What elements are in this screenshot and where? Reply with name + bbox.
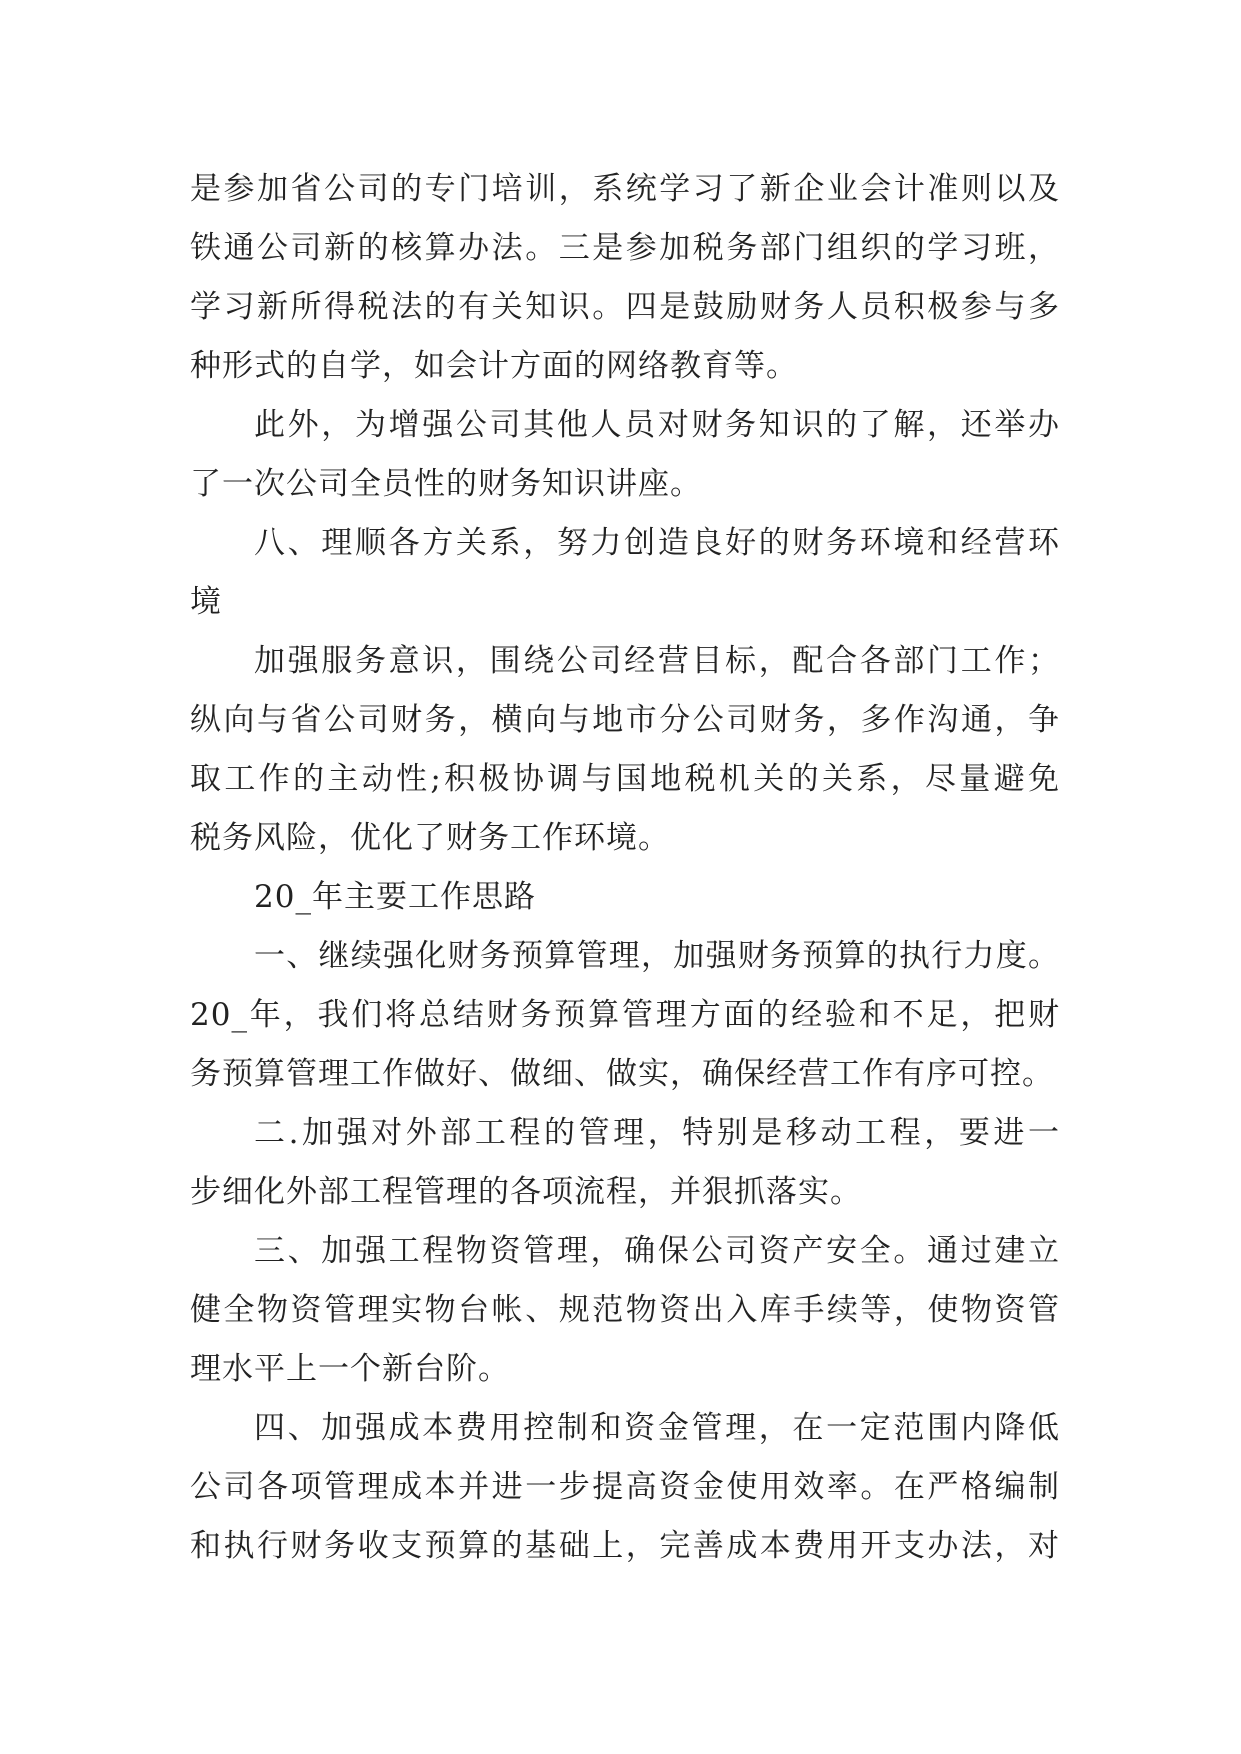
- paragraph-start-line: 此外，为增强公司其他人员对财务知识的了解，还举办: [254, 407, 1060, 443]
- text-line: 是参加省公司的专门培训，系统学习了新企业会计准则以及: [190, 171, 1060, 207]
- text-line: 取工作的主动性;积极协调与国地税机关的关系，尽量避免: [190, 761, 1060, 797]
- text-line: 纵向与省公司财务，横向与地市分公司财务，多作沟通，争: [190, 702, 1060, 738]
- text-line: 公司各项管理成本并进一步提高资金使用效率。在严格编制: [190, 1469, 1060, 1505]
- text-line: 健全物资管理实物台帐、规范物资出入库手续等，使物资管: [190, 1292, 1060, 1328]
- text-line: 步细化外部工程管理的各项流程，并狠抓落实。: [190, 1174, 862, 1210]
- text-line: 务预算管理工作做好、做细、做实，确保经营工作有序可控。: [190, 1056, 1054, 1092]
- paragraph-start-line: 二.加强对外部工程的管理，特别是移动工程，要进一: [254, 1115, 1060, 1151]
- text-line: 和执行财务收支预算的基础上，完善成本费用开支办法，对: [190, 1528, 1060, 1564]
- section-heading-8-continued: 境: [190, 584, 222, 620]
- paragraph-start-line: 四、加强成本费用控制和资金管理，在一定范围内降低: [254, 1410, 1060, 1446]
- text-line: 种形式的自学，如会计方面的网络教育等。: [190, 348, 798, 384]
- paragraph-start-line: 三、加强工程物资管理，确保公司资产安全。通过建立: [254, 1233, 1060, 1269]
- paragraph-start-line: 一、继续强化财务预算管理，加强财务预算的执行力度。: [254, 938, 1060, 974]
- text-line: 税务风险，优化了财务工作环境。: [190, 820, 670, 856]
- document-body: [190, 160, 1060, 1576]
- paragraph-start-line: 加强服务意识，围绕公司经营目标，配合各部门工作；: [254, 643, 1060, 679]
- section-heading-8: 八、理顺各方关系，努力创造良好的财务环境和经营环: [254, 525, 1060, 561]
- text-line: 20_年，我们将总结财务预算管理方面的经验和不足，把财: [190, 997, 1060, 1033]
- section-heading-work-plan: 20_年主要工作思路: [254, 879, 536, 915]
- text-line: 了一次公司全员性的财务知识讲座。: [190, 466, 702, 502]
- text-line: 学习新所得税法的有关知识。四是鼓励财务人员积极参与多: [190, 289, 1060, 325]
- text-line: 铁通公司新的核算办法。三是参加税务部门组织的学习班，: [190, 230, 1060, 266]
- text-line: 理水平上一个新台阶。: [190, 1351, 510, 1387]
